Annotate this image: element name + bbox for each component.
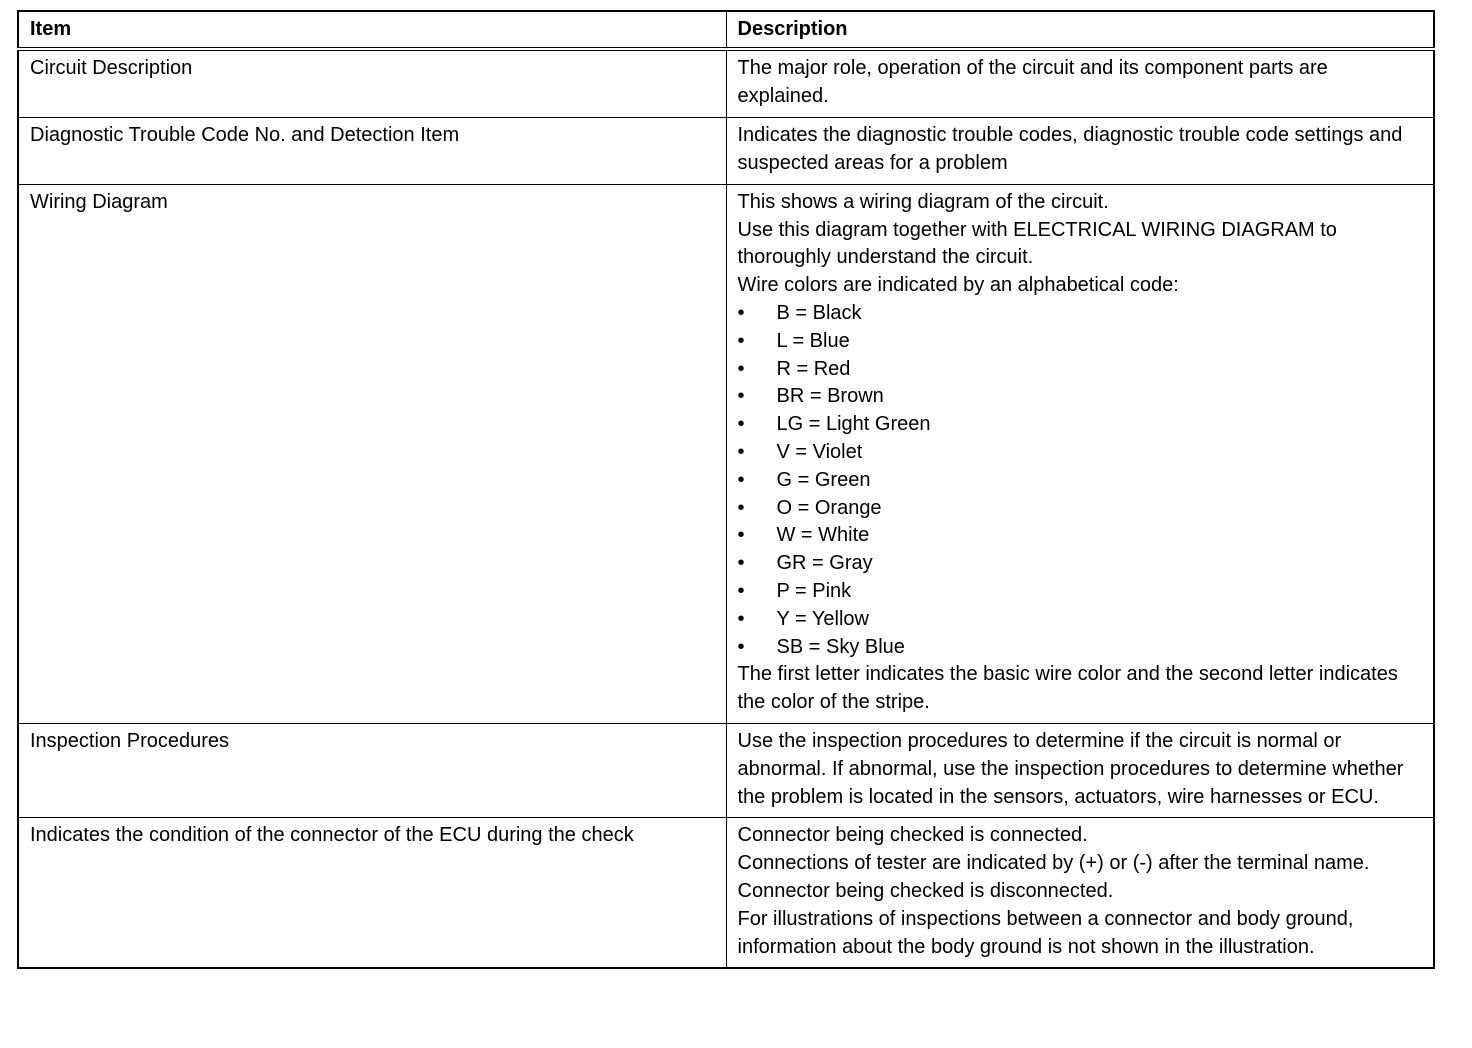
bullet-item [738, 634, 1424, 662]
bullet-item [738, 522, 1424, 550]
bullet-text: W = White [776, 524, 870, 547]
bullet-item [738, 467, 1424, 495]
description-cell [726, 117, 1434, 184]
table-row [18, 184, 1434, 723]
bullet-text: L = Blue [776, 329, 850, 352]
table-row [18, 49, 1434, 118]
bullet-item [738, 550, 1424, 578]
description-line: The major role, operation of the circuit and its component parts are explained. [737, 56, 1328, 107]
description-line: Wire colors are indicated by an alphabetical code: [737, 274, 1179, 297]
bullet-item [738, 383, 1424, 411]
item-cell: Wiring Diagram [18, 184, 726, 723]
description-line: Use the inspection procedures to determine if the circuit is normal or abnormal. If abnormal, use the inspection procedures to determine whether the problem is located in the sensors, actuators, wire harnesses or ECU. [737, 729, 1404, 808]
description-line: Indicates the diagnostic trouble codes, diagnostic trouble code settings and suspected areas for a problem [737, 123, 1403, 174]
bullet-icon: • [737, 496, 745, 519]
item-cell: Diagnostic Trouble Code No. and Detection Item [18, 117, 726, 184]
bullet-item [738, 300, 1424, 328]
bullet-icon: • [737, 357, 745, 380]
bullet-text: LG = Light Green [776, 413, 931, 436]
bullet-text: V = Violet [776, 440, 863, 463]
bullet-icon: • [737, 524, 745, 547]
item-cell: Circuit Description [18, 49, 726, 118]
bullet-text: BR = Brown [776, 385, 884, 408]
description-line: Use this diagram together with ELECTRICAL WIRING DIAGRAM to thoroughly understand the circuit. [737, 218, 1337, 269]
document-table [17, 10, 1435, 969]
bullet-item [738, 495, 1424, 523]
bullet-icon: • [737, 552, 745, 575]
bullet-item [738, 411, 1424, 439]
bullet-item [738, 578, 1424, 606]
bullet-text: B = Black [776, 301, 862, 324]
header-row [18, 11, 1434, 49]
description-line: Connector being checked is disconnected. [737, 879, 1114, 902]
table-row [18, 723, 1434, 817]
bullet-icon: • [737, 440, 745, 463]
bullet-icon: • [737, 579, 745, 602]
description-cell [726, 49, 1434, 118]
bullet-icon: • [737, 468, 745, 491]
description-line: For illustrations of inspections between a connector and body ground, information about the body ground is not shown in the illustration. [737, 907, 1354, 958]
table-row [18, 818, 1434, 968]
bullet-text: P = Pink [776, 579, 852, 602]
description-cell [726, 818, 1434, 968]
bullet-item [738, 328, 1424, 356]
bullet-text: G = Green [776, 468, 871, 491]
bullet-text: O = Orange [776, 496, 882, 519]
bullet-icon: • [737, 607, 745, 630]
bullet-icon: • [737, 301, 745, 324]
bullet-icon: • [737, 413, 745, 436]
description-line: This shows a wiring diagram of the circuit. [737, 190, 1109, 213]
description-line: The first letter indicates the basic wire color and the second letter indicates the color of the stripe. [737, 663, 1398, 714]
table-row [18, 117, 1434, 184]
bullet-item [738, 439, 1424, 467]
item-cell: Indicates the condition of the connector of the ECU during the check [18, 818, 726, 968]
item-cell: Inspection Procedures [18, 723, 726, 817]
description-cell [726, 723, 1434, 817]
bullet-text: GR = Gray [776, 552, 873, 575]
bullet-text: R = Red [776, 357, 851, 380]
bullet-item [738, 356, 1424, 384]
description-line: Connections of tester are indicated by (+) or (-) after the terminal name. [737, 852, 1370, 875]
bullet-icon: • [737, 385, 745, 408]
header-item: Item [18, 11, 726, 49]
bullet-text: Y = Yellow [776, 607, 869, 630]
description-cell [726, 184, 1434, 723]
description-line: Connector being checked is connected. [737, 824, 1088, 847]
bullet-icon: • [737, 635, 745, 658]
header-description: Description [726, 11, 1434, 49]
bullet-item [738, 606, 1424, 634]
bullet-text: SB = Sky Blue [776, 635, 905, 658]
bullet-icon: • [737, 329, 745, 352]
